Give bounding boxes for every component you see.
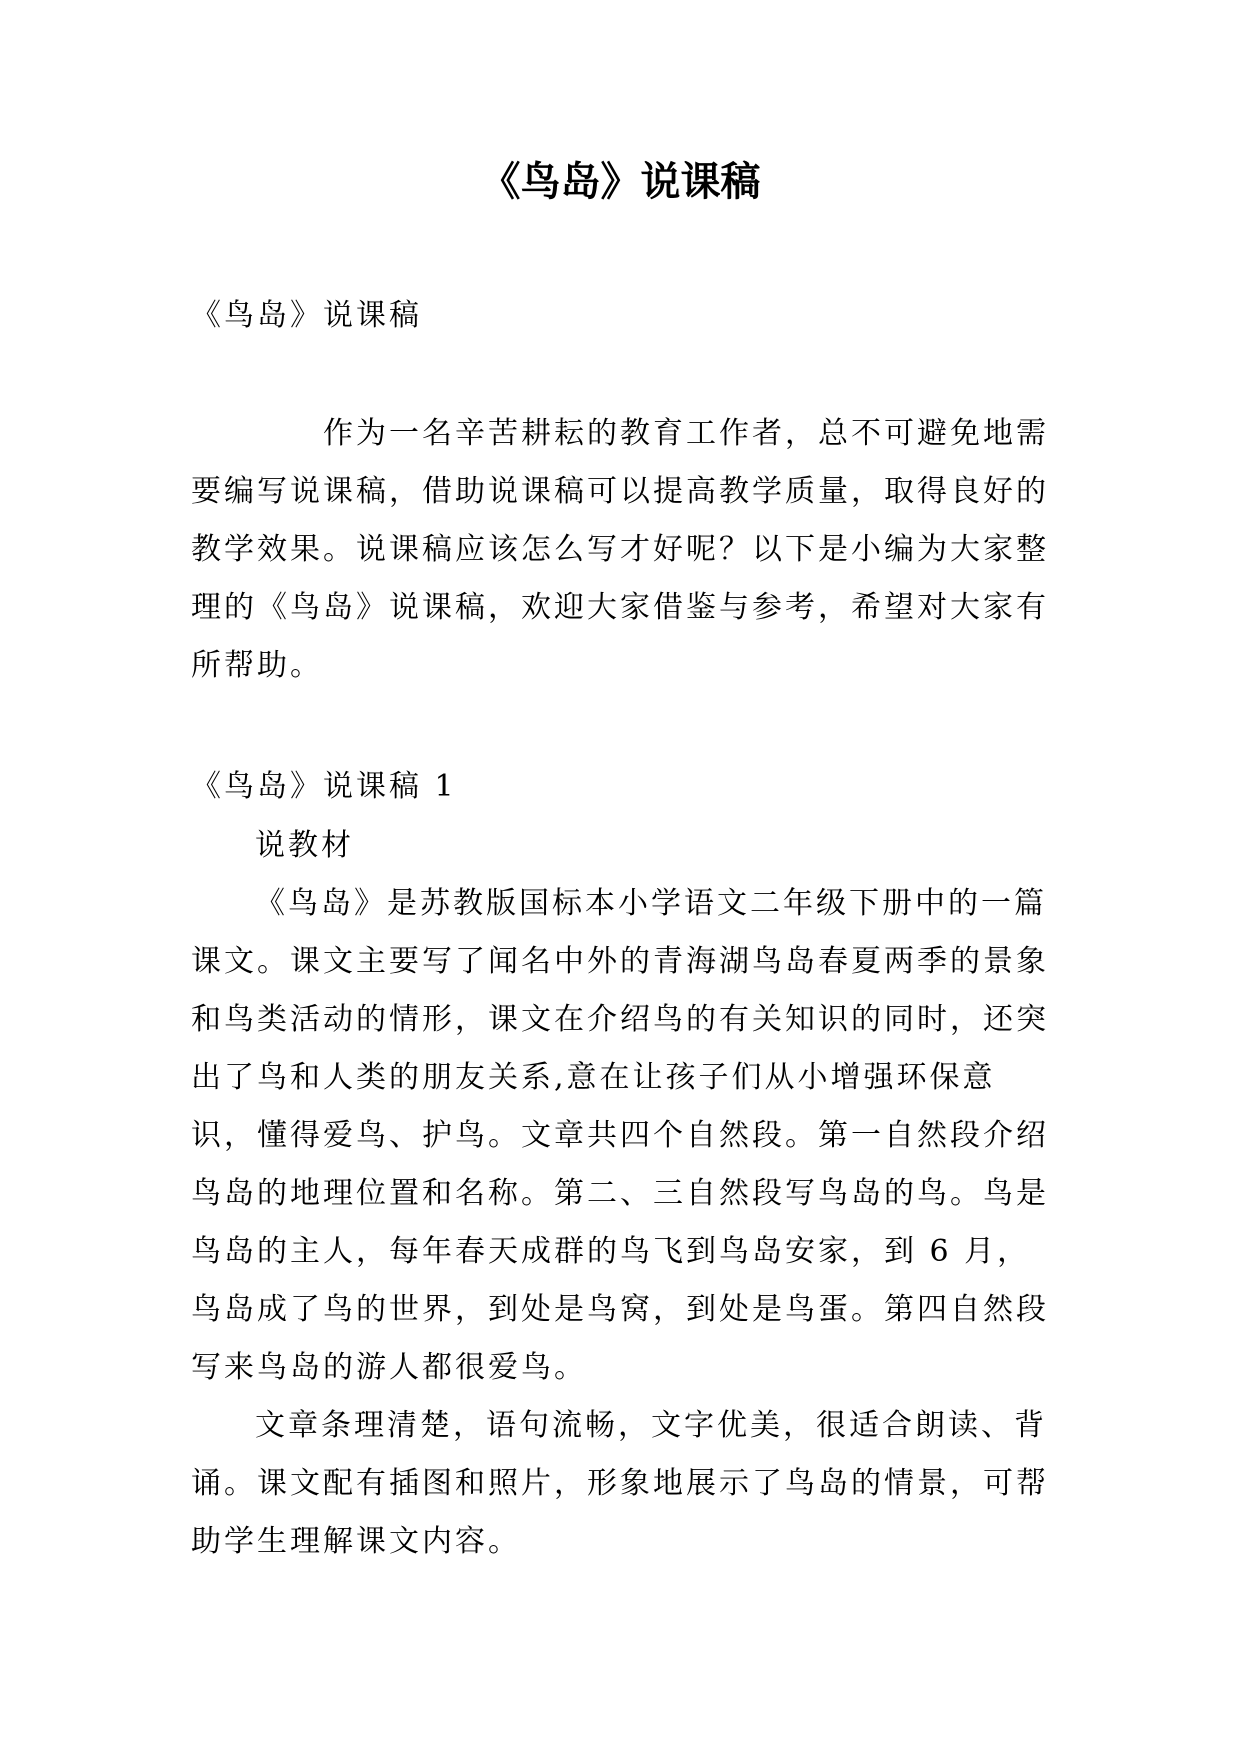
intro-paragraph: 作为一名辛苦耕耘的教育工作者，总不可避免地需要编写说课稿，借助说课稿可以提高教学质量，取得良好的教学效果。说课稿应该怎么写才好呢？以下是小编为大家整理的《鸟岛》说课稿，欢迎大家借鉴与参考，希望对大家有所帮助。 <box>191 416 1049 683</box>
body-paragraph: 《鸟岛》是苏教版国标本小学语文二年级下册中的一篇课文。课文主要写了闻名中外的青海湖鸟岛春夏两季的景象和鸟类活动的情形，课文在介绍鸟的有关知识的同时，还突出了鸟和人类的朋友关系,意在让孩子们从小增强环保意识，懂得爱鸟、护鸟。文章共四个自然段。第一自然段介绍鸟岛的地理位置和名称。第二、三自然段写鸟岛的鸟。鸟是鸟岛的主人，每年春天成群的鸟飞到鸟岛安家，到 6 月，鸟岛成了鸟的世界，到处是鸟窝，到处是鸟蛋。第四自然段写来鸟岛的游人都很爱鸟。 <box>191 886 1049 1385</box>
section-subtitle: 说教材 <box>255 828 354 863</box>
document-title: 《鸟岛》说课稿 <box>480 159 761 205</box>
section-content <box>191 817 1057 1571</box>
section-heading: 《鸟岛》说课稿 1 <box>191 769 457 804</box>
body-paragraph: 文章条理清楚，语句流畅，文字优美，很适合朗读、背诵。课文配有插图和照片，形象地展示了鸟岛的情景，可帮助学生理解课文内容。 <box>191 1408 1049 1559</box>
document-subheading: 《鸟岛》说课稿 <box>191 298 422 333</box>
